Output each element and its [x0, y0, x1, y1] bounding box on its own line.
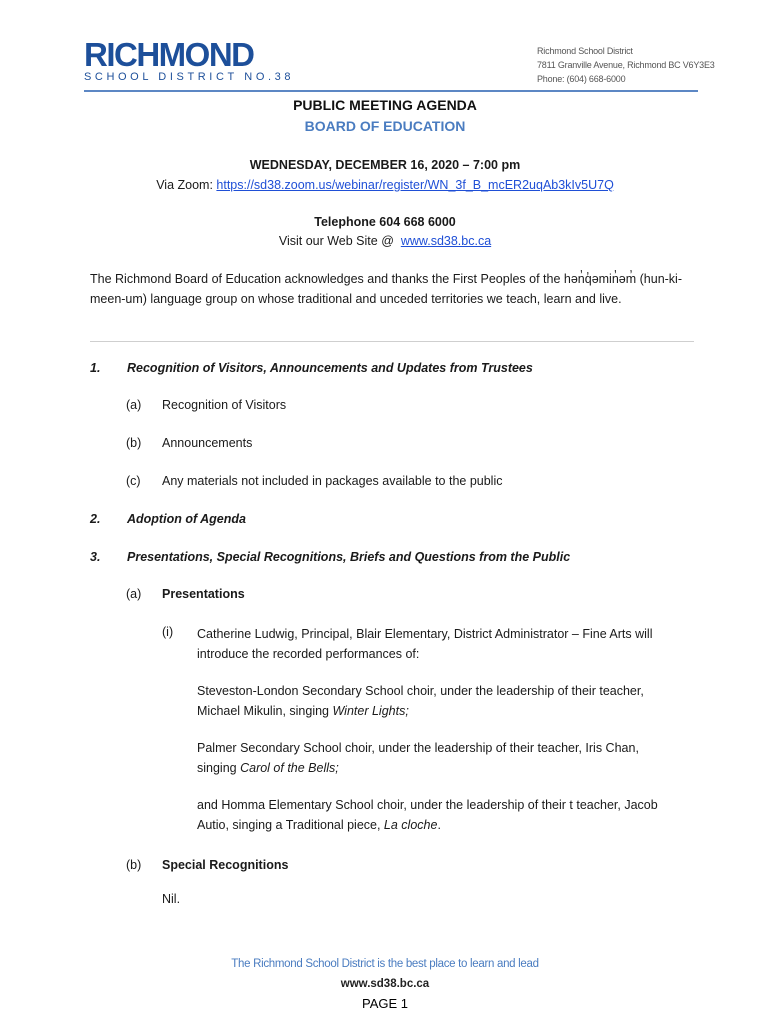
zoom-link[interactable]: https://sd38.zoom.us/webinar/register/WN_3f_B_mcER2uqAb3kIv5U7Q [216, 178, 614, 192]
page-number: PAGE 1 [361, 996, 408, 1011]
land-acknowledgement: The Richmond Board of Education acknowledges and thanks the First Peoples of the hən̓q̓əmin̓əm̓ (hun-ki-meen-um) language group on whose traditional and unceded territories we teach, learn and live. [90, 272, 682, 306]
performance-item [197, 738, 677, 778]
zoom-prefix: Via Zoom: [156, 178, 217, 192]
website-link[interactable]: www.sd38.bc.ca [400, 234, 492, 248]
section-title: Presentations, Special Recognitions, Briefs and Questions from the Public [127, 550, 571, 564]
board-title: BOARD OF EDUCATION [304, 118, 466, 134]
item-label: (b) [126, 436, 142, 450]
presentations-heading: Presentations [162, 587, 245, 601]
special-recognitions-text: Nil. [162, 892, 181, 906]
item-label: (b) [126, 858, 142, 872]
item-label: (a) [126, 587, 142, 601]
section-title: Adoption of Agenda [127, 512, 246, 526]
telephone-line: Telephone 604 668 6000 [314, 215, 456, 229]
header-divider [84, 90, 698, 92]
item-text: Any materials not included in packages available to the public [162, 474, 503, 488]
district-logo-subtitle: SCHOOL DISTRICT NO.38 [84, 71, 295, 83]
performance-item [197, 795, 677, 835]
meeting-date: WEDNESDAY, DECEMBER 16, 2020 – 7:00 pm [249, 158, 521, 172]
agenda-title: PUBLIC MEETING AGENDA [293, 97, 477, 113]
song-title: Carol of the Bells; [240, 761, 339, 775]
section-divider [90, 341, 694, 342]
district-address-block [537, 44, 715, 86]
section-number: 3. [90, 550, 101, 564]
website-line [0, 234, 770, 248]
song-title: La cloche [383, 818, 438, 832]
item-text: Recognition of Visitors [162, 398, 287, 412]
item-label: (c) [126, 474, 141, 488]
address-line: Phone: (604) 668-6000 [537, 74, 626, 84]
subitem-label: (i) [162, 625, 174, 639]
performance-end: . [437, 818, 441, 832]
section-title: Recognition of Visitors, Announcements and Updates from Trustees [127, 361, 533, 375]
website-prefix: Visit our Web Site @ [278, 234, 401, 248]
performance-text: Steveston-London Secondary School choir, under the leadership of their teacher, Michael Mikulin, singing [197, 684, 644, 718]
address-line: 7811 Granville Avenue, Richmond BC V6Y3E3 [537, 60, 715, 70]
district-tagline: The Richmond School District is the best place to learn and lead [231, 958, 539, 970]
section-number: 1. [90, 361, 101, 375]
special-recognitions-heading: Special Recognitions [162, 858, 289, 872]
address-line: Richmond School District [537, 46, 633, 56]
item-label: (a) [126, 398, 142, 412]
footer-url: www.sd38.bc.ca [340, 978, 430, 990]
performance-text: Palmer Secondary School choir, under the leadership of their teacher, Iris Chan, singing [197, 741, 639, 775]
section-number: 2. [90, 512, 101, 526]
item-text: Announcements [162, 436, 253, 450]
performance-text: and Homma Elementary School choir, under the leadership of their t teacher, Jacob Autio, singing a Traditional piece, [197, 798, 658, 832]
presentation-intro: Catherine Ludwig, Principal, Blair Elementary, District Administrator – Fine Arts will introduce the recorded performances of: [197, 627, 653, 661]
district-logo-wordmark: RICHMOND [84, 36, 254, 73]
song-title: Winter Lights; [332, 704, 409, 718]
performance-item [197, 681, 677, 721]
zoom-line [0, 178, 770, 192]
